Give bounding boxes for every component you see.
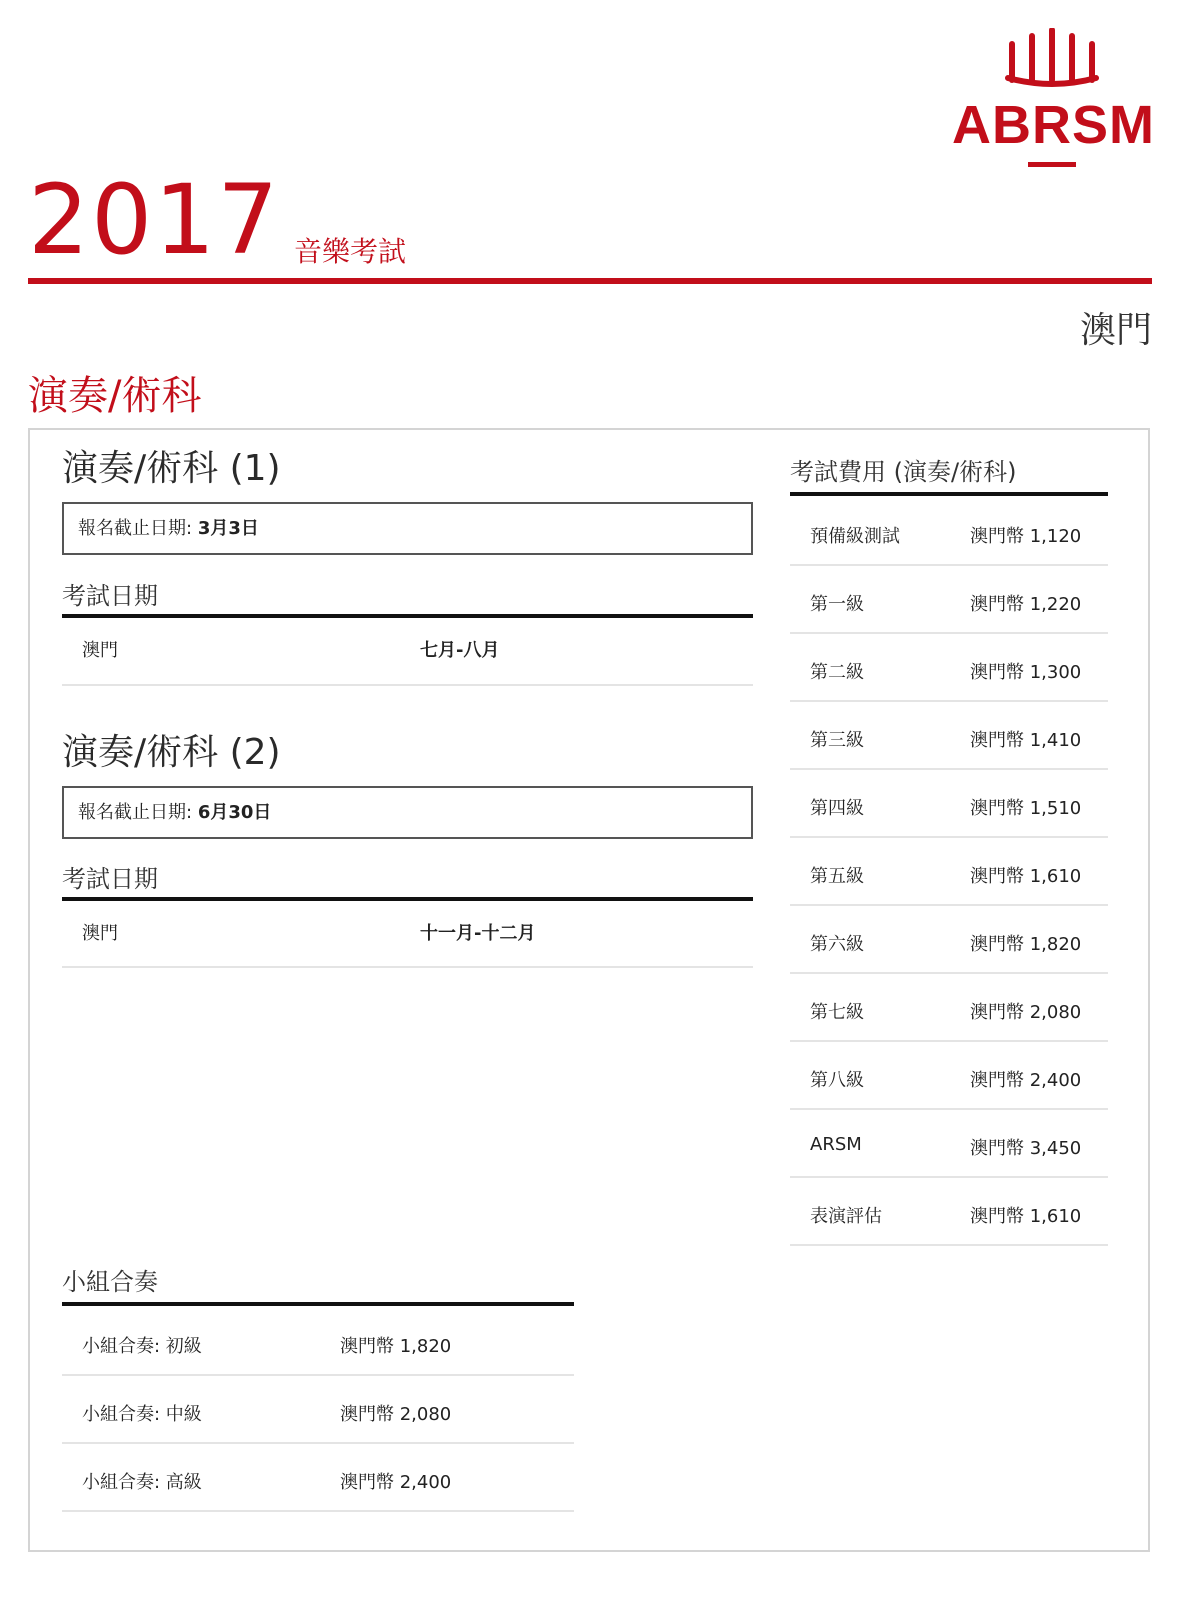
fee-grade: 第一級	[810, 594, 864, 615]
fee-row	[790, 972, 1108, 1042]
region-label: 澳門	[1079, 310, 1152, 351]
fee-grade: 預備級測試	[810, 526, 900, 547]
section-title: 演奏/術科	[28, 373, 202, 419]
fee-price: 澳門幣 1,820	[970, 934, 1082, 955]
session-1-location: 澳門	[82, 640, 118, 661]
session-1-title: 演奏/術科 (1)	[62, 448, 281, 489]
ensemble-row	[62, 1306, 574, 1376]
fee-grade: 第二級	[810, 662, 864, 683]
year-heading: 2017	[28, 164, 281, 276]
ensemble-row	[62, 1442, 574, 1512]
session-1-dates-heading: 考試日期	[62, 582, 158, 610]
fee-grade: 表演評估	[810, 1206, 882, 1227]
session-2-period: 十一月-十二月	[420, 923, 536, 944]
session-1-deadline-box	[62, 502, 753, 555]
ensemble-grade: 小組合奏: 初級	[82, 1336, 202, 1357]
fee-row	[790, 768, 1108, 838]
fee-row	[790, 1108, 1108, 1178]
session-1-heading-rule	[62, 614, 753, 618]
ensemble-price: 澳門幣 2,400	[340, 1472, 452, 1493]
session-2-heading-rule	[62, 897, 753, 901]
fee-grade: 第八級	[810, 1070, 864, 1091]
fee-price: 澳門幣 1,220	[970, 594, 1082, 615]
deadline-label: 報名截止日期:	[78, 802, 193, 823]
fee-row	[790, 1040, 1108, 1110]
fee-row	[790, 496, 1108, 566]
fee-grade: 第三級	[810, 730, 864, 751]
fee-price: 澳門幣 2,080	[970, 1002, 1082, 1023]
deadline-label: 報名截止日期:	[78, 518, 193, 539]
session-2-location: 澳門	[82, 923, 118, 944]
ensemble-price: 澳門幣 1,820	[340, 1336, 452, 1357]
header-divider	[28, 278, 1152, 284]
ensemble-price: 澳門幣 2,080	[340, 1404, 452, 1425]
ensemble-heading: 小組合奏	[62, 1268, 158, 1296]
fee-price: 澳門幣 1,510	[970, 798, 1082, 819]
logo-underline	[1028, 162, 1076, 167]
abrsm-logo	[952, 28, 1155, 178]
ensemble-grade: 小組合奏: 中級	[82, 1404, 202, 1425]
session-2-row-divider	[62, 966, 753, 968]
fee-price: 澳門幣 1,410	[970, 730, 1082, 751]
fee-grade: 第五級	[810, 866, 864, 887]
fee-row	[790, 836, 1108, 906]
logo-wordmark: ABRSM	[952, 95, 1155, 155]
fee-price: 澳門幣 1,300	[970, 662, 1082, 683]
fee-grade: 第七級	[810, 1002, 864, 1023]
fees-heading: 考試費用 (演奏/術科)	[790, 458, 1017, 486]
session-1-period: 七月-八月	[420, 640, 500, 661]
fee-price: 澳門幣 1,610	[970, 1206, 1082, 1227]
fee-price: 澳門幣 1,120	[970, 526, 1082, 547]
fee-grade: 第四級	[810, 798, 864, 819]
session-2-deadline-box	[62, 786, 753, 839]
session-1-row-divider	[62, 684, 753, 686]
fee-price: 澳門幣 2,400	[970, 1070, 1082, 1091]
fee-grade: ARSM	[810, 1134, 862, 1155]
fee-row	[790, 564, 1108, 634]
ensemble-grade: 小組合奏: 高級	[82, 1472, 202, 1493]
deadline-value: 3月3日	[197, 518, 259, 539]
fee-grade: 第六級	[810, 934, 864, 955]
session-2-dates-heading: 考試日期	[62, 865, 158, 893]
fee-row	[790, 700, 1108, 770]
crown-icon	[952, 28, 1152, 98]
session-2-title: 演奏/術科 (2)	[62, 732, 281, 773]
deadline-value: 6月30日	[197, 802, 272, 823]
ensemble-row	[62, 1374, 574, 1444]
fee-price: 澳門幣 1,610	[970, 866, 1082, 887]
exam-title: 音樂考試	[294, 235, 407, 268]
fee-row	[790, 904, 1108, 974]
fee-row	[790, 632, 1108, 702]
fee-row	[790, 1176, 1108, 1246]
fee-price: 澳門幣 3,450	[970, 1138, 1082, 1159]
